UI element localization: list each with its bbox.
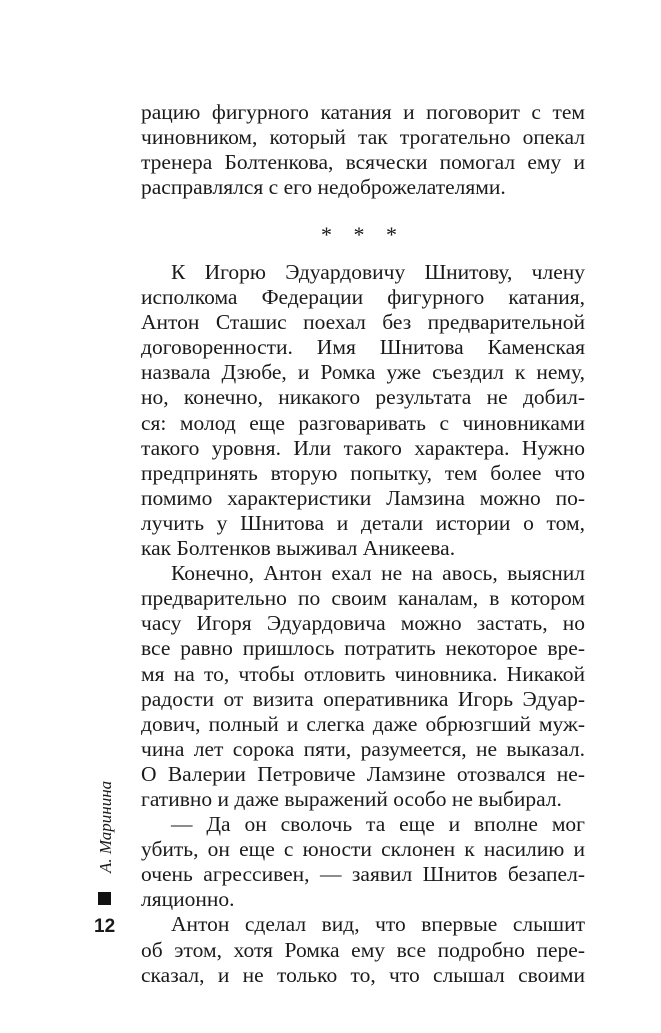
text-line: радости от визита оперативника Игорь Эдуар- xyxy=(141,686,585,711)
text-line: все равно пришлось потратить некоторое вре- xyxy=(141,636,585,661)
text-line: ляционно. xyxy=(141,887,235,912)
author-name: А. Маринина xyxy=(96,780,115,873)
text-line: рацию фигурного катания и поговорит с тем xyxy=(141,100,585,124)
text-line: предпринять вторую попытку, тем более что xyxy=(141,460,585,485)
text-line: ся: молод еще разговаривать с чиновниками xyxy=(141,410,585,435)
square-marker-icon xyxy=(98,892,111,905)
text-line: помимо характеристики Ламзина можно по- xyxy=(141,485,585,510)
text-line: лучить у Шнитова и детали истории о том, xyxy=(141,510,585,535)
text-line: предварительно по своим каналам, в котором xyxy=(141,586,585,611)
text-line: Антон Сташис поехал без предварительной xyxy=(141,310,585,335)
text-line: — Да он сволочь та еще и вполне мог xyxy=(171,812,585,837)
section-separator: * * * xyxy=(321,222,405,247)
text-line: К Игорю Эдуардовичу Шнитову, члену xyxy=(171,260,585,284)
page-number: 12 xyxy=(94,916,116,937)
text-line: убить, он еще с юности склонен к насилию и xyxy=(141,837,585,862)
text-line: как Болтенков выживал Аникеева. xyxy=(141,536,456,561)
text-line: мя на то, чтобы отловить чиновника. Никакой xyxy=(141,661,585,686)
text-line: Антон сделал вид, что впервые слышит xyxy=(171,912,585,937)
text-line: но, конечно, никакого результата не добил- xyxy=(141,385,585,410)
text-line: исполкома Федерации фигурного катания, xyxy=(141,285,585,310)
text-line: чина лет сорока пяти, разумеется, не выказал. xyxy=(141,736,585,761)
text-line: сказал, и не только то, что слышал своими xyxy=(141,962,585,987)
text-line: расправлялся с его недоброжелателями. xyxy=(141,175,506,200)
text-line: гативно и даже выражений особо не выбирал. xyxy=(141,786,562,811)
paragraph-continuation xyxy=(141,100,585,200)
text-line: такого уровня. Или такого характера. Нужно xyxy=(141,435,585,460)
text-line: тренера Болтенкова, всячески помогал ему и xyxy=(141,150,585,175)
text-line: Конечно, Антон ехал не на авось, выяснил xyxy=(171,561,585,586)
text-line: назвала Дзюбе, и Ромка уже съездил к нему, xyxy=(141,360,585,385)
text-line: чиновником, который так трогательно опекал xyxy=(141,125,585,150)
text-line: договоренности. Имя Шнитова Каменская xyxy=(141,335,585,360)
text-line: О Валерии Петровиче Ламзине отозвался не- xyxy=(141,761,585,786)
text-line: очень агрессивен, — заявил Шнитов безапел- xyxy=(141,862,585,887)
main-text xyxy=(141,260,585,988)
text-line: часу Игоря Эдуардовича можно застать, но xyxy=(141,611,585,636)
text-line: дович, полный и слегка даже обрюзгший муж- xyxy=(141,711,585,736)
text-line: об этом, хотя Ромка ему все подробно пере- xyxy=(141,937,585,962)
